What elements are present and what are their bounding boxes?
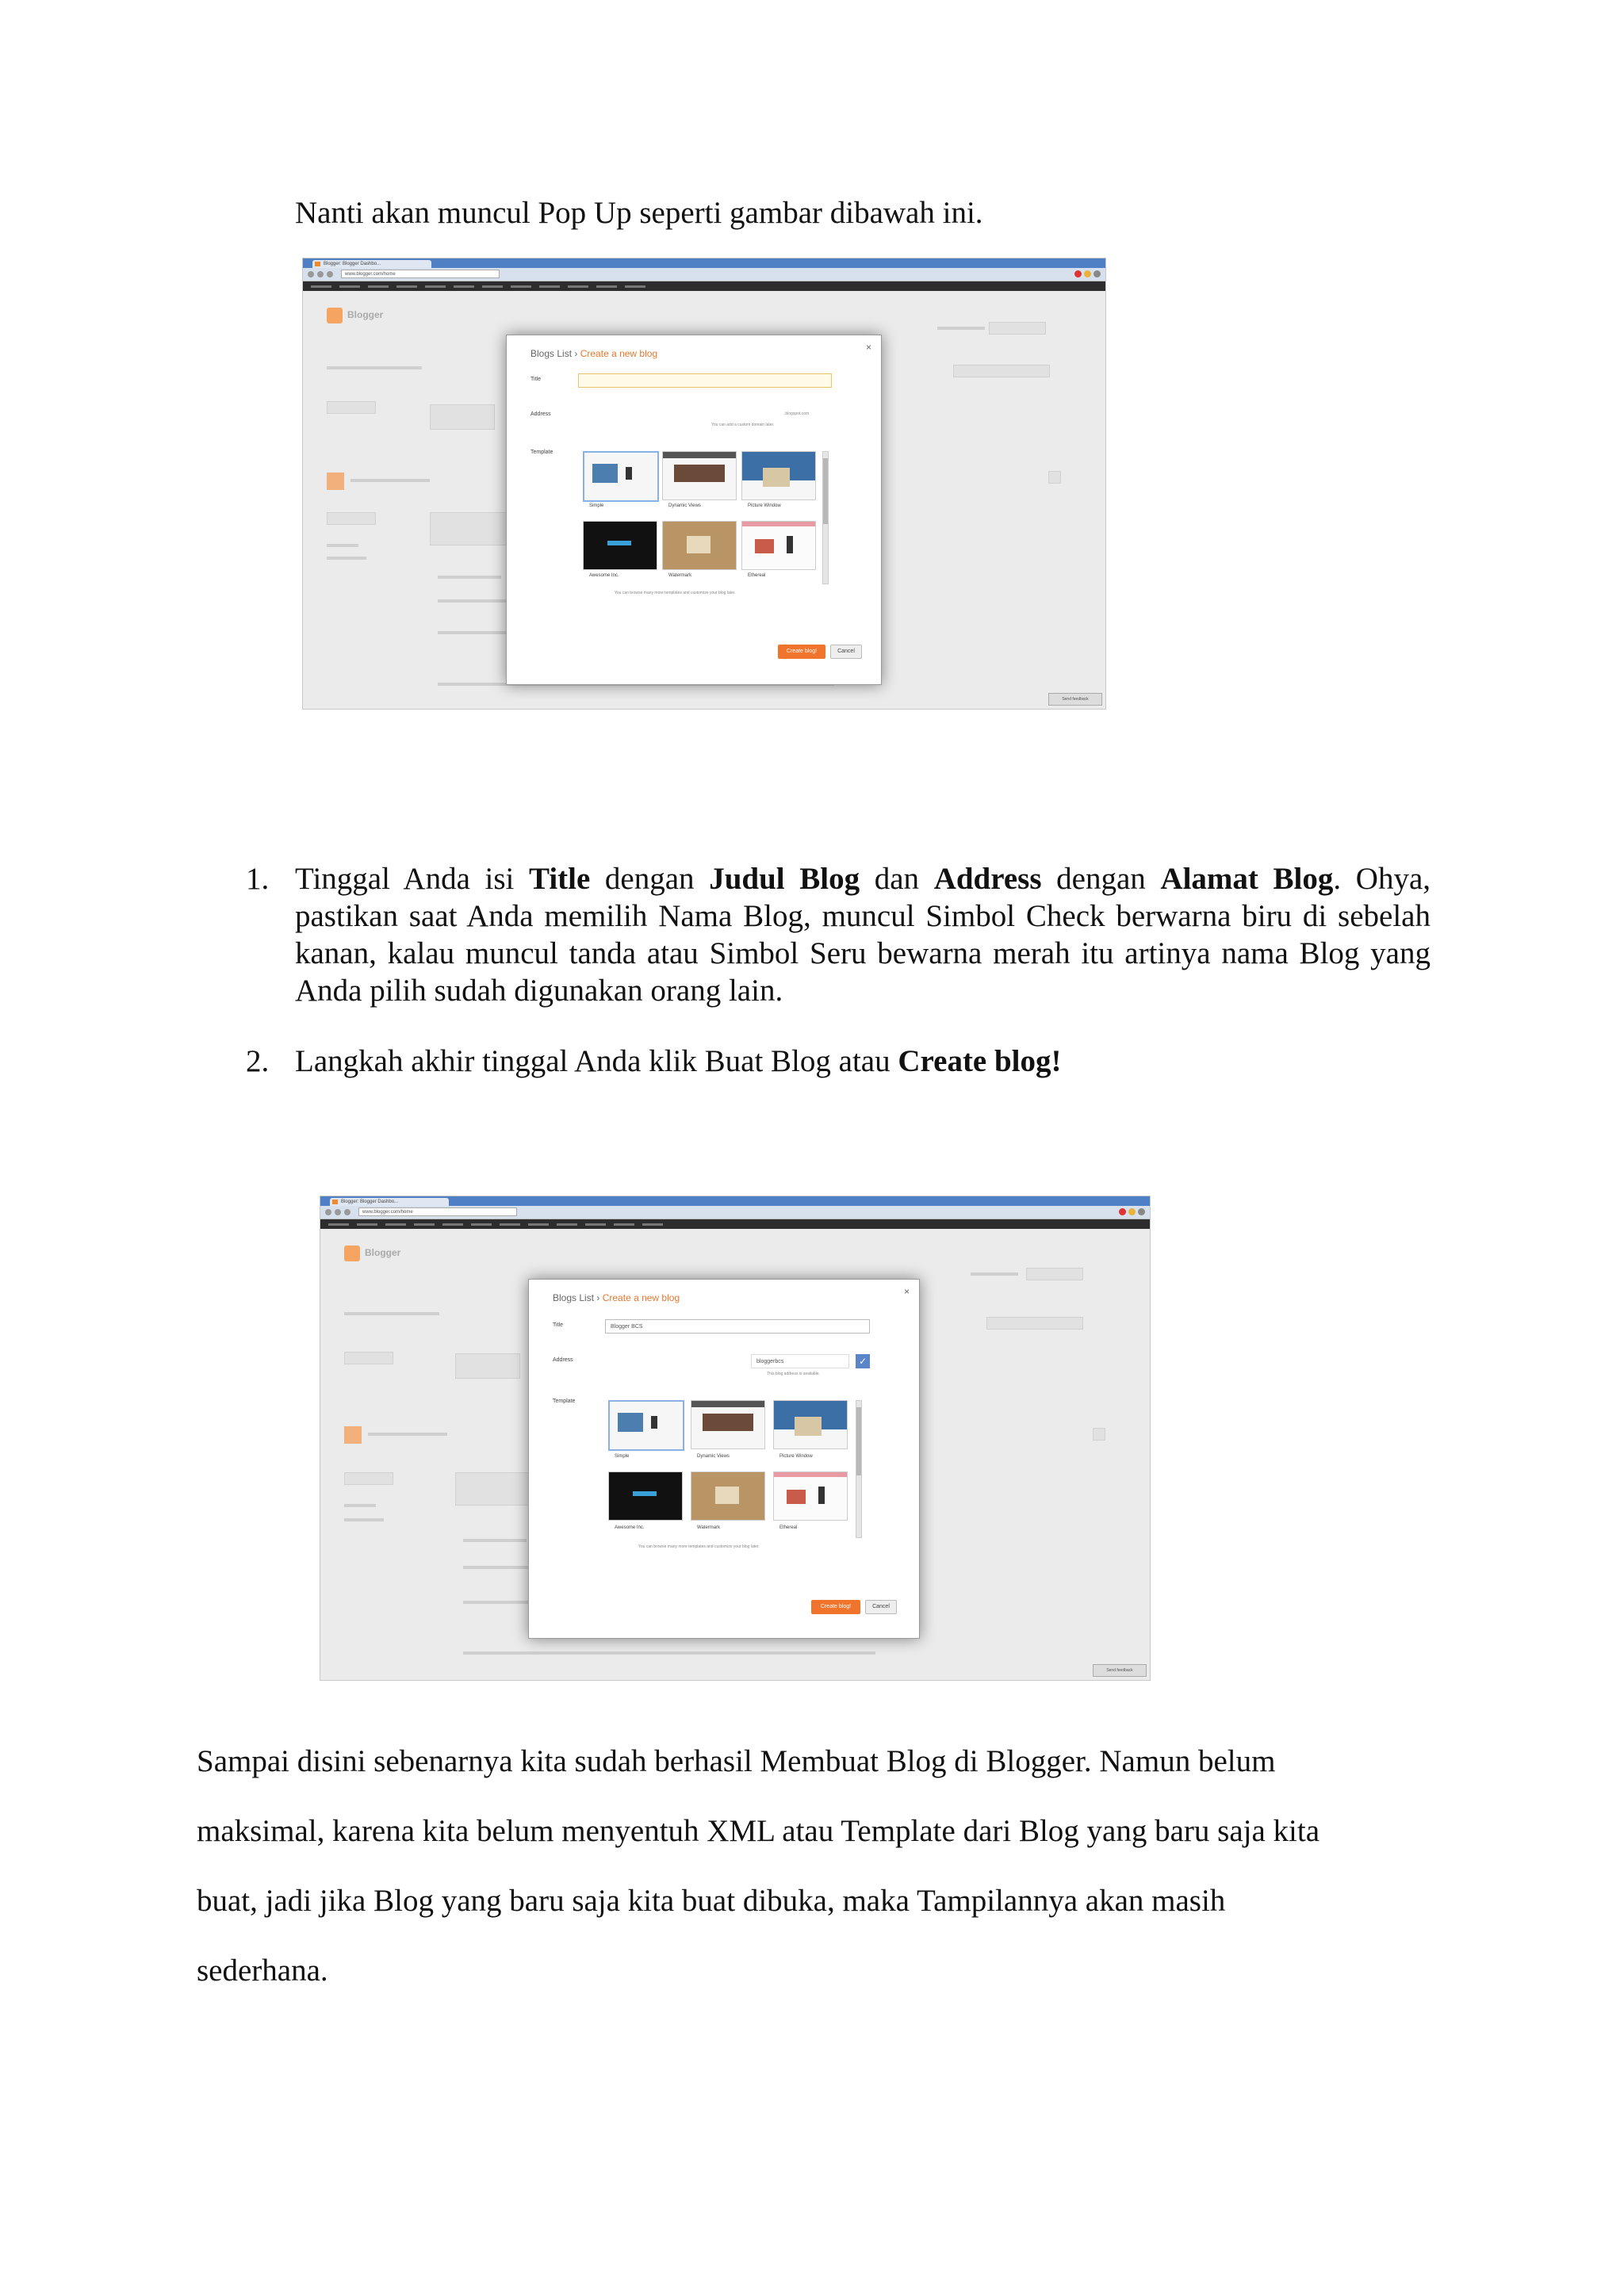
template-picture-window-thumb[interactable] <box>773 1400 848 1449</box>
browser-url-bar <box>320 1206 1150 1219</box>
template-name: Picture Window <box>779 1454 813 1459</box>
google-bar <box>303 281 1105 291</box>
create-new-blog-link[interactable]: Create a new blog <box>580 348 658 359</box>
browser-tab-bar <box>303 258 1105 268</box>
template-name: Watermark <box>697 1525 721 1530</box>
title-label: Title <box>530 377 541 382</box>
template-dynamic-views-thumb[interactable] <box>662 451 737 500</box>
create-blog-dialog <box>528 1279 920 1639</box>
back-icon[interactable] <box>308 271 314 277</box>
google-bar <box>320 1219 1150 1229</box>
template-picture-window-thumb[interactable] <box>741 451 816 500</box>
title-input[interactable] <box>578 373 832 388</box>
screenshot-create-blog-empty <box>302 258 1106 710</box>
template-watermark-thumb[interactable] <box>691 1471 765 1521</box>
closing-paragraph <box>197 1727 1481 2006</box>
intro-paragraph: Nanti akan muncul Pop Up seperti gambar dibawah ini. <box>295 196 983 230</box>
closing-line: maksimal, karena kita belum menyentuh XML atau Template dari Blog yang baru saja kita <box>197 1814 1320 1848</box>
browser-tab[interactable]: Blogger: Blogger Dashbo... <box>312 260 431 268</box>
brand-name: Blogger <box>365 1247 401 1258</box>
title-input[interactable]: Blogger BCS <box>605 1319 870 1334</box>
create-new-blog-link[interactable]: Create a new blog <box>602 1292 680 1303</box>
closing-line: sederhana. <box>197 1954 328 1988</box>
instruction-step <box>238 860 1431 1009</box>
reload-icon[interactable] <box>344 1209 350 1215</box>
address-input[interactable]: www.blogger.com/home <box>341 270 500 278</box>
menu-icon[interactable] <box>1094 270 1101 277</box>
address-available-hint: This blog address is available. <box>767 1372 820 1376</box>
extension-icon[interactable] <box>1128 1208 1136 1215</box>
blogger-favicon-icon <box>315 262 320 266</box>
template-dynamic-views-thumb[interactable] <box>691 1400 765 1449</box>
stop-icon[interactable] <box>1074 270 1082 277</box>
send-feedback-button[interactable]: Send feedback <box>1093 1664 1147 1677</box>
create-blog-dialog <box>506 335 882 685</box>
step-text: Langkah akhir tinggal Anda klik Buat Blog atau Create blog! <box>295 1044 1062 1078</box>
address-input[interactable]: bloggerbcs <box>751 1354 849 1368</box>
template-name: Dynamic Views <box>668 503 701 508</box>
brand-name: Blogger <box>347 309 384 320</box>
close-icon[interactable]: × <box>865 342 871 353</box>
cancel-button[interactable]: Cancel <box>865 1600 897 1614</box>
title-label: Title <box>553 1322 563 1328</box>
template-watermark-thumb[interactable] <box>662 521 737 570</box>
create-blog-button[interactable]: Create blog! <box>811 1600 860 1614</box>
template-hint: You can browse many more templates and customize your blog later. <box>638 1544 760 1549</box>
template-name: Ethereal <box>779 1525 798 1530</box>
address-input[interactable]: www.blogger.com/home <box>358 1207 517 1216</box>
menu-icon[interactable] <box>1138 1208 1145 1215</box>
template-name: Dynamic Views <box>697 1454 730 1459</box>
template-name: Awesome Inc. <box>589 573 619 578</box>
template-name: Simple <box>589 503 604 508</box>
create-blog-button[interactable]: Create blog! <box>778 645 825 659</box>
template-awesome-inc-thumb[interactable] <box>608 1471 683 1521</box>
browser-tab-bar <box>320 1196 1150 1206</box>
dialog-title: Blogs List › Create a new blog <box>553 1292 680 1303</box>
step-number: 1. <box>246 862 270 896</box>
forward-icon[interactable] <box>317 271 324 277</box>
template-label: Template <box>530 450 553 455</box>
screenshot-create-blog-filled <box>320 1196 1151 1681</box>
step-text: Tinggal Anda isi Title dengan Judul Blog dan Address dengan Alamat Blog. Ohya, pastikan saat Anda memilih Nama Blog, muncul Simbol Check berwarna biru di sebelah kanan, kalau muncul tanda atau Simbol Seru bewarna merah itu artinya nama Blog yang Anda pilih sudah digunakan orang lain. <box>295 862 1431 1008</box>
address-label: Address <box>553 1357 573 1363</box>
template-scrollbar[interactable] <box>822 451 829 584</box>
address-label: Address <box>530 411 551 417</box>
instruction-step <box>238 1043 1431 1080</box>
template-simple-thumb[interactable] <box>608 1400 684 1451</box>
template-name: Ethereal <box>748 573 766 578</box>
blogger-favicon-icon <box>332 1200 338 1204</box>
template-ethereal-thumb[interactable] <box>741 521 816 570</box>
browser-tab[interactable]: Blogger: Blogger Dashbo... <box>330 1198 449 1206</box>
dialog-title: Blogs List › Create a new blog <box>530 348 658 359</box>
template-label: Template <box>553 1399 576 1404</box>
instruction-list <box>238 860 1431 1080</box>
template-scrollbar[interactable] <box>856 1400 862 1538</box>
address-suffix: .blogspot.com <box>784 411 810 416</box>
template-simple-thumb[interactable] <box>583 451 659 502</box>
step-number: 2. <box>246 1044 270 1078</box>
template-ethereal-thumb[interactable] <box>773 1471 848 1521</box>
closing-line: buat, jadi jika Blog yang baru saja kita buat dibuka, maka Tampilannya akan masih <box>197 1884 1226 1918</box>
cancel-button[interactable]: Cancel <box>830 645 862 659</box>
browser-url-bar <box>303 268 1105 281</box>
send-feedback-button[interactable]: Send feedback <box>1048 693 1102 706</box>
extension-icon[interactable] <box>1084 270 1091 277</box>
template-name: Picture Window <box>748 503 781 508</box>
blogger-logo-icon <box>344 1246 360 1261</box>
back-icon[interactable] <box>325 1209 331 1215</box>
close-icon[interactable]: × <box>903 1286 910 1297</box>
address-hint: You can add a custom domain later. <box>711 423 775 427</box>
check-icon: ✓ <box>856 1354 870 1368</box>
template-name: Watermark <box>668 573 692 578</box>
closing-line: Sampai disini sebenarnya kita sudah berhasil Membuat Blog di Blogger. Namun belum <box>197 1744 1276 1778</box>
template-hint: You can browse many more templates and customize your blog later. <box>615 591 736 595</box>
stop-icon[interactable] <box>1119 1208 1126 1215</box>
blogger-logo-icon <box>327 308 343 323</box>
template-name: Simple <box>615 1454 630 1459</box>
template-name: Awesome Inc. <box>615 1525 645 1530</box>
template-awesome-inc-thumb[interactable] <box>583 521 657 570</box>
forward-icon[interactable] <box>335 1209 341 1215</box>
reload-icon[interactable] <box>327 271 333 277</box>
